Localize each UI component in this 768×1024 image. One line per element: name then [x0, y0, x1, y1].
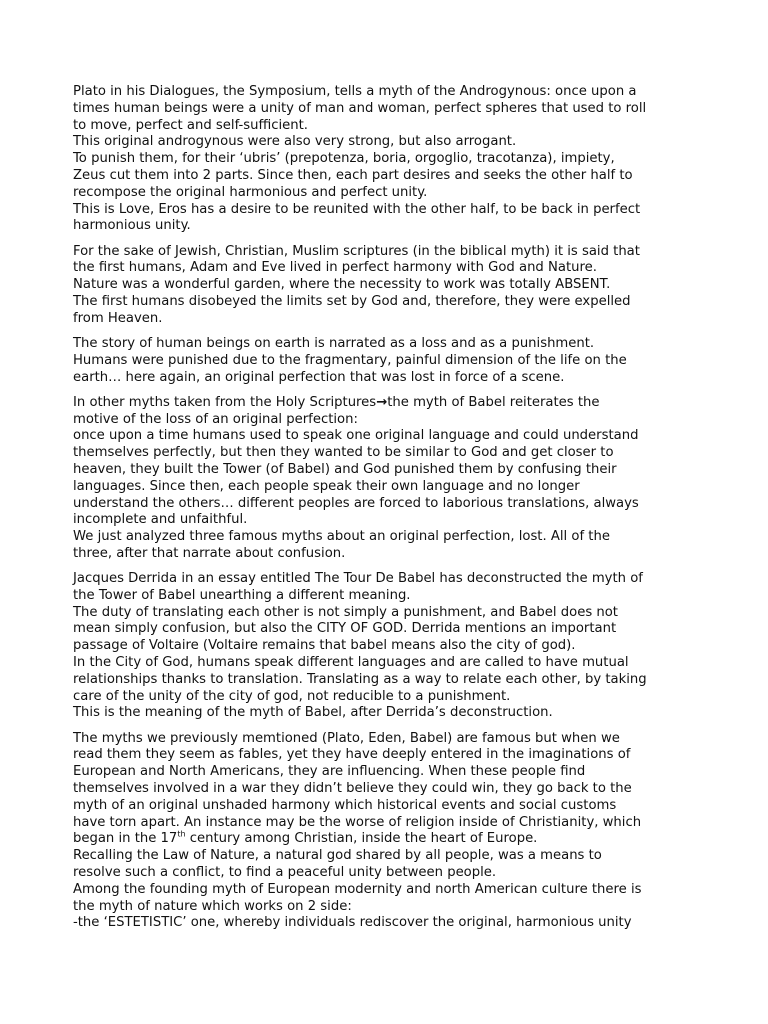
- paragraph-derrida: [73, 571, 697, 722]
- text-line: -the ‘ESTETISTIC’ one, whereby individuals rediscover the original, harmonious unity: [73, 915, 632, 931]
- paragraph-biblical-myth: [73, 244, 697, 328]
- text-line: [73, 395, 697, 412]
- text-line: Nature was a wonderful garden, where the necessity to work was totally ABSENT.: [73, 277, 611, 293]
- text-line: This is the meaning of the myth of Babel, after Derrida’s deconstruction.: [73, 705, 553, 721]
- text-line: languages. Since then, each people speak their own language and no longer: [73, 478, 580, 494]
- text-line: the Tower of Babel unearthing a different meaning.: [73, 587, 411, 603]
- text-line: the myth of nature which works on 2 side:: [73, 898, 352, 914]
- text-line: European and North Americans, they are influencing. When these people find: [73, 764, 586, 780]
- text-line: mean simply confusion, but also the CITY OF GOD. Derrida mentions an important: [73, 621, 617, 637]
- text-line: In the City of God, humans speak different languages and are called to have mutual: [73, 655, 629, 671]
- text-line: The duty of translating each other is not simply a punishment, and Babel does not: [73, 604, 618, 620]
- text-line: relationships thanks to translation. Translating as a way to relate each other, by taking: [73, 671, 647, 687]
- text-line: have torn apart. An instance may be the worse of religion inside of Christianity, which: [73, 814, 642, 830]
- text-fragment: the myth of Babel reiterates the: [387, 394, 600, 410]
- paragraph-plato-myth: [73, 84, 697, 235]
- text-line: three, after that narrate about confusion.: [73, 545, 346, 561]
- text-line: understand the others… different peoples are forced to laborious translations, always: [73, 495, 639, 511]
- text-line: The myths we previously memtioned (Plato, Eden, Babel) are famous but when we: [73, 730, 620, 746]
- text-line: times human beings were a unity of man and woman, perfect spheres that used to roll: [73, 100, 647, 116]
- text-line: Zeus cut them into 2 parts. Since then, each part desires and seeks the other half to: [73, 167, 633, 183]
- paragraph-modern-myths: [73, 731, 697, 933]
- text-line: This is Love, Eros has a desire to be reunited with the other half, to be back in perfect: [73, 201, 641, 217]
- text-line: themselves involved in a war they didn’t believe they could win, they go back to the: [73, 781, 632, 797]
- text-line: resolve such a conflict, to find a peaceful unity between people.: [73, 865, 497, 881]
- text-line: read them they seem as fables, yet they have deeply entered in the imaginations of: [73, 747, 631, 763]
- text-line: Plato in his Dialogues, the Symposium, tells a myth of the Androgynous: once upon a: [73, 84, 637, 99]
- right-arrow-icon: →: [376, 394, 388, 410]
- text-line: Jacques Derrida in an essay entitled The Tour De Babel has deconstructed the myth of: [73, 571, 643, 587]
- ordinal-superscript: th: [177, 830, 186, 840]
- text-line: Recalling the Law of Nature, a natural god shared by all people, was a means to: [73, 848, 602, 864]
- text-fragment: In other myths taken from the Holy Scriptures: [73, 394, 377, 410]
- text-line: once upon a time humans used to speak one original language and could understand: [73, 428, 639, 444]
- text-line: motive of the loss of an original perfection:: [73, 411, 358, 427]
- text-line: To punish them, for their ‘ubris’ (prepotenza, boria, orgoglio, tracotanza), impiety,: [73, 151, 615, 167]
- text-line: This original androgynous were also very strong, but also arrogant.: [73, 134, 517, 150]
- text-line: passage of Voltaire (Voltaire remains that babel means also the city of god).: [73, 638, 576, 654]
- text-line: care of the unity of the city of god, not reducible to a punishment.: [73, 688, 511, 704]
- text-line: the first humans, Adam and Eve lived in perfect harmony with God and Nature.: [73, 260, 597, 276]
- text-line: We just analyzed three famous myths about an original perfection, lost. All of the: [73, 529, 610, 545]
- text-line: The first humans disobeyed the limits set by God and, therefore, they were expelled: [73, 293, 631, 309]
- text-line: earth… here again, an original perfection that was lost in force of a scene.: [73, 369, 565, 385]
- document-page: [73, 84, 697, 941]
- text-fragment: began in the 17: [73, 831, 178, 847]
- text-line: recompose the original harmonious and perfect unity.: [73, 184, 428, 200]
- text-line: incomplete and unfaithful.: [73, 512, 248, 528]
- text-line: myth of an original unshaded harmony which historical events and social customs: [73, 797, 617, 813]
- text-line: The story of human beings on earth is narrated as a loss and as a punishment.: [73, 335, 595, 351]
- text-line: [73, 831, 697, 848]
- text-line: themselves perfectly, but then they wanted to be similar to God and get closer to: [73, 445, 614, 461]
- text-line: harmonious unity.: [73, 218, 191, 234]
- text-line: to move, perfect and self-sufficient.: [73, 117, 308, 133]
- text-fragment: century among Christian, inside the heart of Europe.: [185, 831, 538, 847]
- text-line: Among the founding myth of European modernity and north American culture there is: [73, 881, 642, 897]
- text-line: heaven, they built the Tower (of Babel) and God punished them by confusing their: [73, 461, 617, 477]
- text-line: Humans were punished due to the fragmentary, painful dimension of the life on the: [73, 352, 627, 368]
- paragraph-babel-myth: [73, 395, 697, 563]
- paragraph-human-story: [73, 336, 697, 386]
- text-line: from Heaven.: [73, 310, 163, 326]
- text-line: For the sake of Jewish, Christian, Muslim scriptures (in the biblical myth) it is said that: [73, 243, 640, 259]
